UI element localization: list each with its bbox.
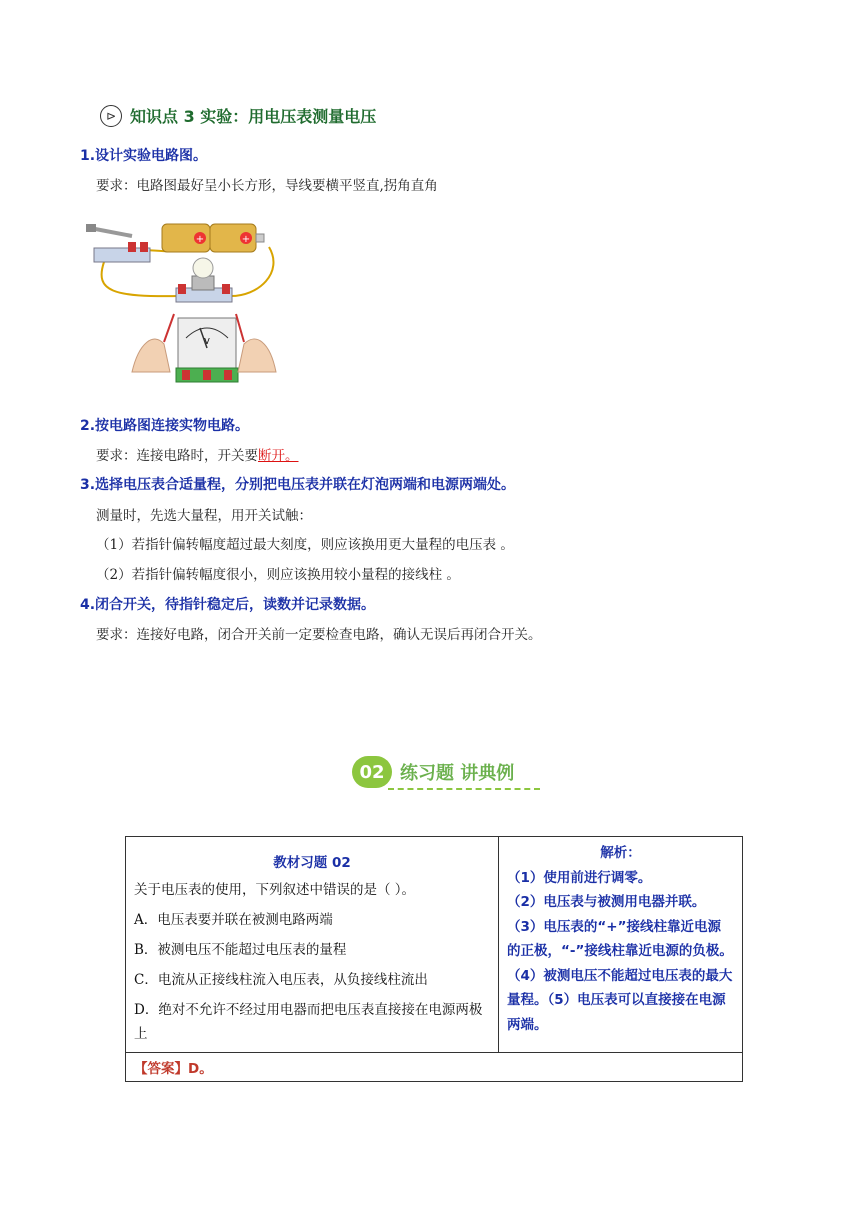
knowledge-point-title-text: 知识点 3 实验：用电压表测量电压 — [130, 107, 377, 126]
option-a: A．电压表要并联在被测电路两端 — [134, 912, 333, 928]
option-c: C．电流从正接线柱流入电压表，从负接线柱流出 — [134, 972, 428, 988]
exercise-title: 教材习题 02 — [273, 855, 351, 871]
question-stem: 关于电压表的使用，下列叙述中错误的是（ ）。 — [134, 882, 416, 898]
option-b: B．被测电压不能超过电压表的量程 — [134, 942, 347, 958]
analysis-point-3: （3）电压表的“+”接线柱靠近电源的正极，“-”接线柱靠近电源的负极。 — [507, 918, 733, 959]
step-2-requirement-text: 要求：连接电路时，开关要 — [96, 448, 258, 464]
analysis-point-4: （4）被测电压不能超过电压表的最大量程。（5）电压表可以直接接在电源两端。 — [507, 967, 733, 1033]
question-cell — [126, 837, 499, 1053]
voltmeter-label: V — [204, 337, 210, 346]
chevron-circle-icon: ⊳ — [100, 105, 122, 127]
step-3-heading: 3.选择电压表合适量程，分别把电压表并联在灯泡两端和电源两端处。 — [80, 477, 516, 493]
step-1-heading: 1.设计实验电路图。 — [80, 148, 208, 164]
step-3-intro: 测量时，先选大量程，用开关试触： — [96, 508, 312, 524]
section-underline — [388, 788, 540, 790]
analysis-cell — [499, 837, 743, 1053]
step-4-heading: 4.闭合开关，待指针稳定后，读数并记录数据。 — [80, 597, 376, 613]
step-2-heading: 2.按电路图连接实物电路。 — [80, 418, 250, 434]
analysis-point-2: （2）电压表与被测用电器并联。 — [507, 894, 706, 910]
step-2-requirement — [96, 444, 299, 464]
section-title: 练习题 讲典例 — [400, 763, 515, 784]
analysis-point-1: （1）使用前进行调零。 — [507, 869, 652, 886]
analysis-title: 解析： — [600, 845, 641, 861]
section-number-badge: 02 — [352, 756, 392, 788]
answer-cell: 【答案】D。 — [126, 1053, 743, 1082]
step-4-requirement: 要求：连接好电路，闭合开关前一定要检查电路，确认无误后再闭合开关。 — [96, 627, 542, 643]
section-header — [352, 756, 514, 788]
knowledge-point-title — [100, 104, 376, 127]
svg-text:+: + — [241, 234, 251, 245]
option-d: D．绝对不允许不经过用电器而把电压表直接接在电源两极上 — [134, 1002, 483, 1042]
svg-text:+: + — [195, 234, 205, 245]
step-3-item-2: （2）若指针偏转幅度很小，则应该换用较小量程的接线柱 。 — [96, 567, 460, 583]
step-3-item-1: （1）若指针偏转幅度超过最大刻度，则应该换用更大量程的电压表 。 — [96, 537, 514, 553]
exercise-table — [125, 836, 743, 1082]
circuit-illustration — [84, 212, 284, 392]
step-1-requirement: 要求：电路图最好呈小长方形，导线要横平竖直,拐角直角 — [96, 178, 438, 194]
step-2-requirement-emphasis: 断开。 — [258, 448, 299, 464]
